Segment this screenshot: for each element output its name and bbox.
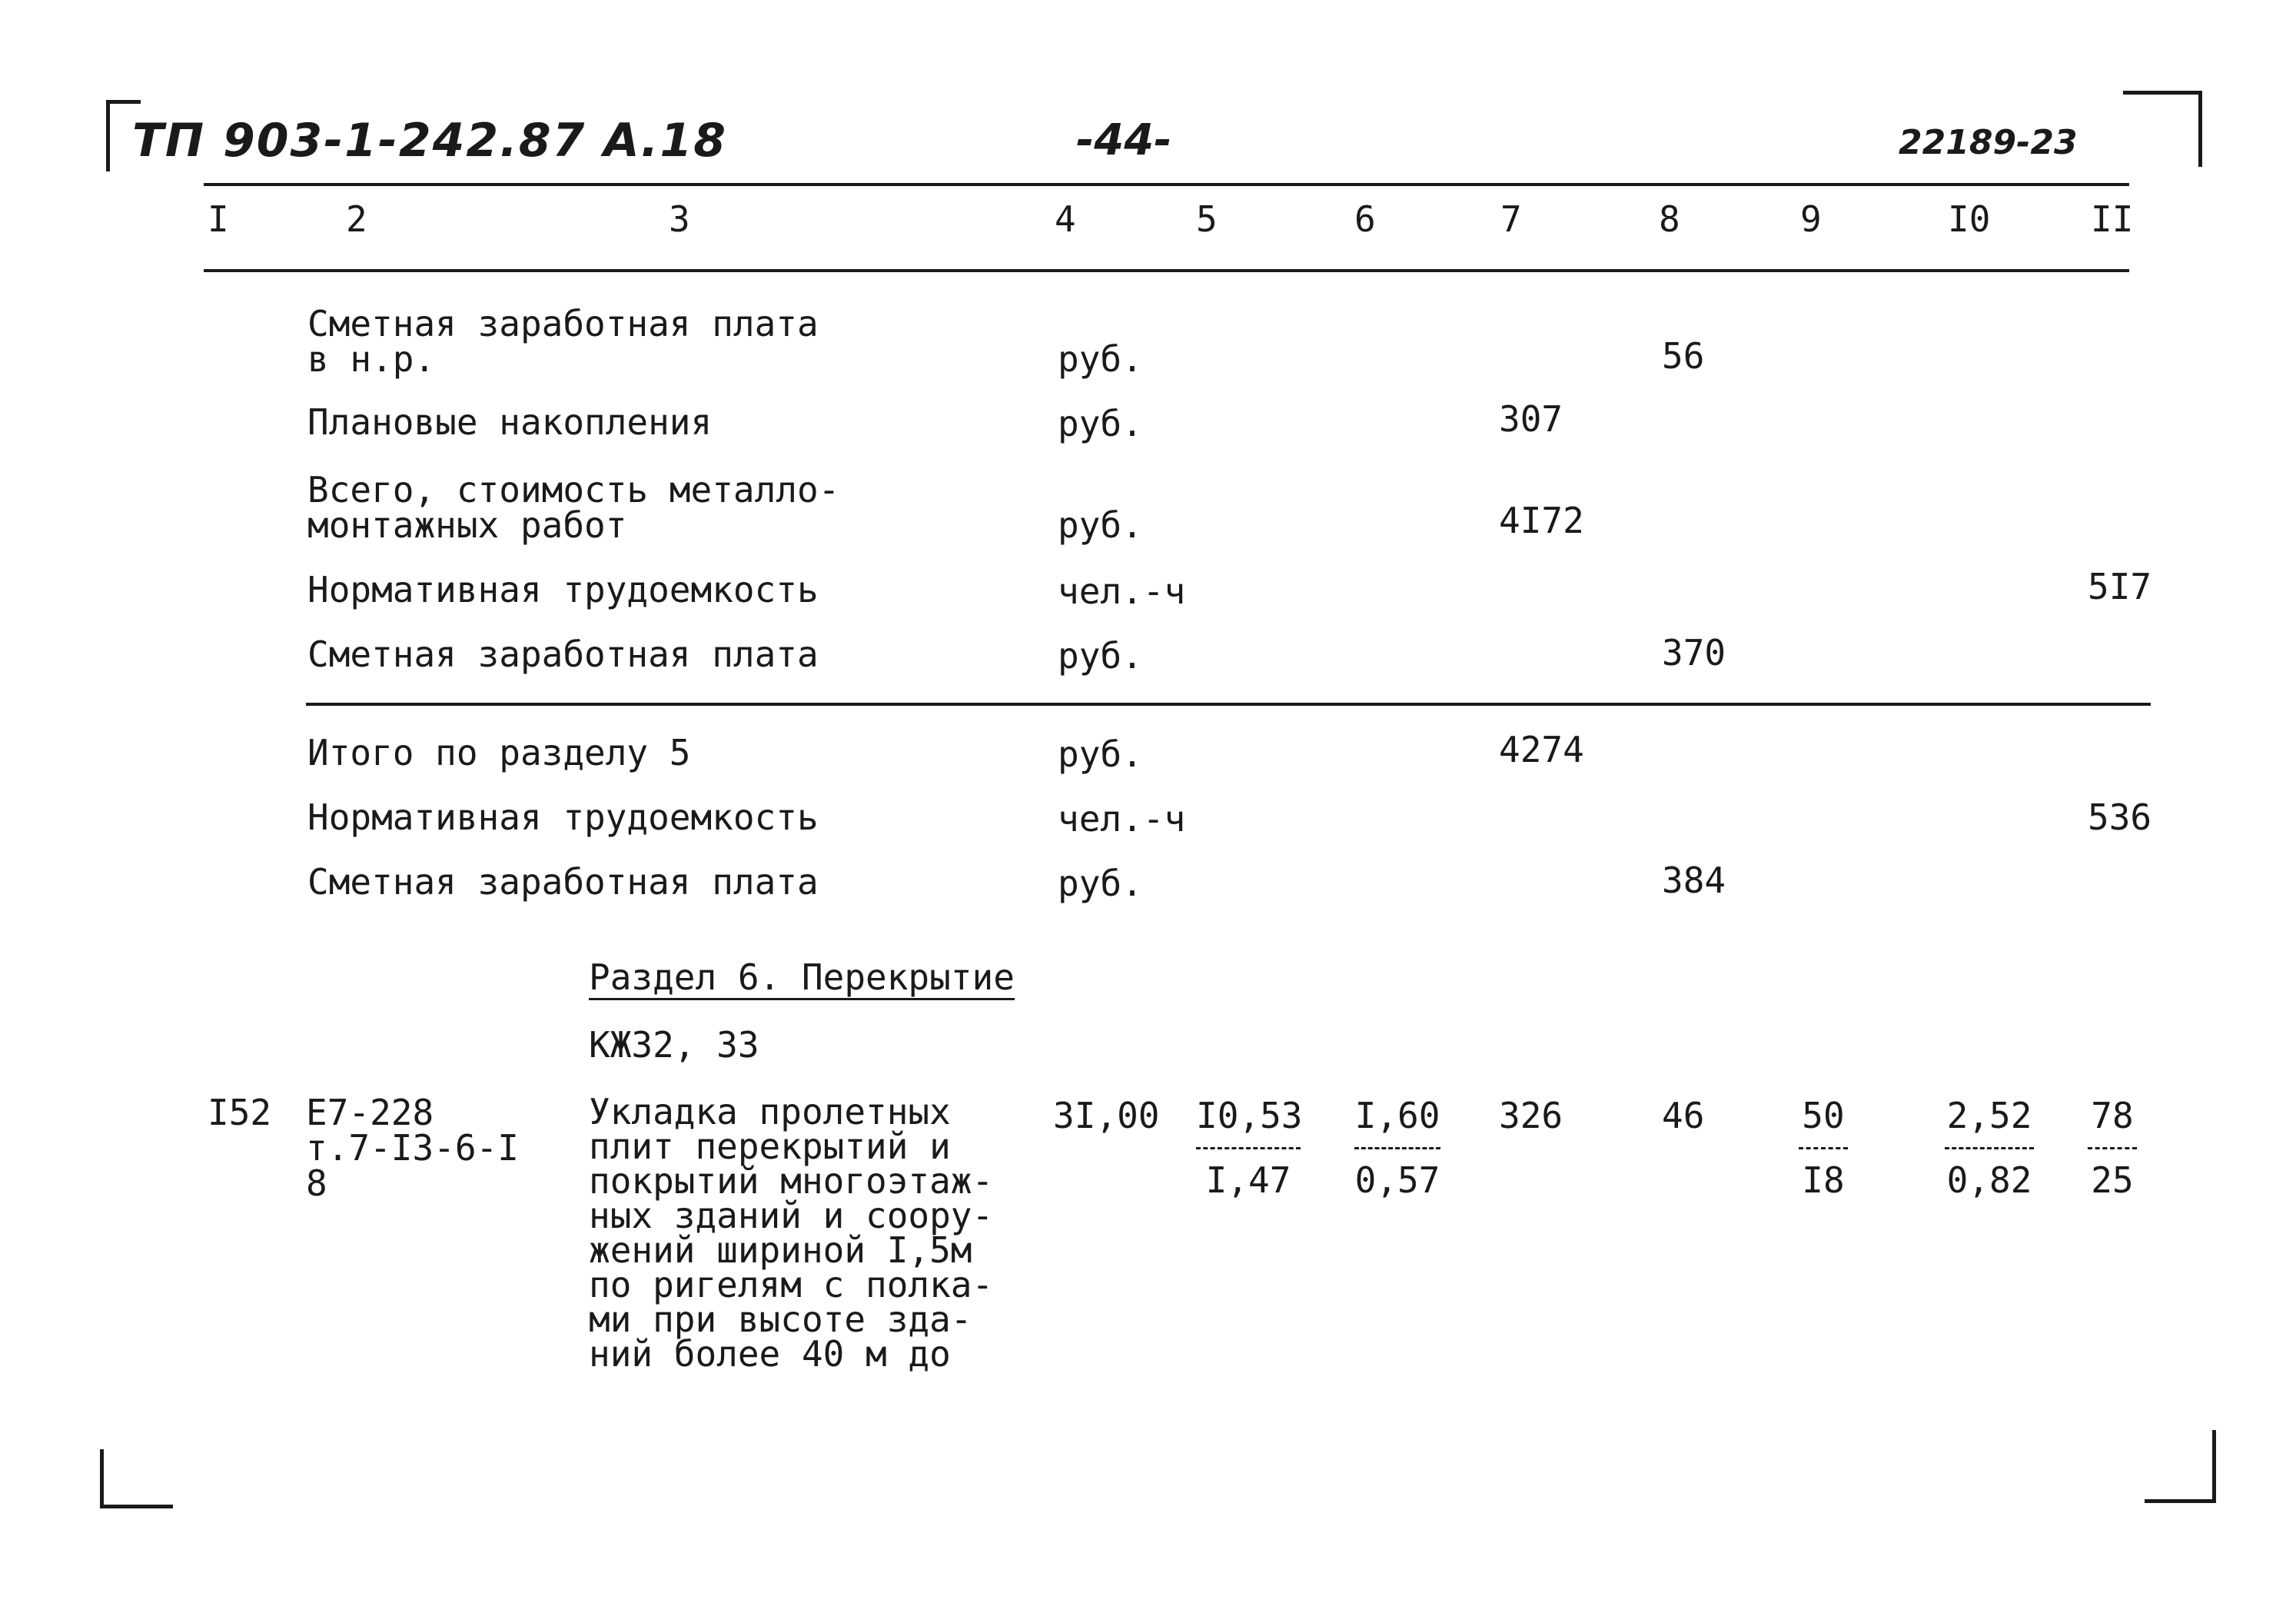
table-top-rule [204,183,2129,186]
column-header-5: 5 [1196,198,1218,240]
row-value-col8: 384 [1662,860,1726,901]
fraction-line [1196,1147,1301,1149]
section-title: Раздел 6. Перекрытие [589,959,1015,1000]
row-label: Сметная заработная плата [307,634,819,675]
column-header-10: I0 [1948,198,1991,240]
item-description: Укладка пролетных плит перекрытий и покрытий многоэтаж- ных зданий и соору- жений шириной I,5м по ригелям с полка- ми при высоте зда- ний более 40 м до [589,1091,994,1375]
item-value-col4: 3I,00 [1053,1095,1160,1136]
section-total-rule [306,703,2151,706]
row-unit: руб. [1058,863,1143,904]
fraction-line [2088,1147,2137,1149]
col5-bottom: I,47 [1205,1159,1291,1201]
header-bottom-rule [204,269,2129,272]
item-value-col5 [1196,1095,1303,1206]
row-unit: руб. [1058,338,1143,380]
row-unit: чел.-ч [1058,570,1186,612]
fraction-line [1799,1147,1848,1149]
column-header-1: I [208,198,229,240]
item-value-col10 [1945,1095,2034,1206]
row-value-col8: 56 [1662,335,1705,377]
row-unit: руб. [1058,635,1143,677]
frame-corner-bottom-left [100,1449,173,1508]
fraction-line [1945,1147,2034,1149]
row-value-col7: 307 [1499,398,1563,440]
col9-bottom: I8 [1802,1159,1845,1201]
row-unit: руб. [1058,403,1143,444]
col9-top: 50 [1802,1095,1845,1136]
row-value-col7: 4I72 [1499,500,1584,541]
item-value-col7: 326 [1499,1095,1563,1136]
col10-top: 2,52 [1946,1095,2032,1136]
section-subtitle: КЖ32, 33 [589,1024,759,1066]
item-code: Е7-228 т.7-I3-6-I 8 [306,1092,519,1204]
frame-corner-top-right [2123,91,2202,167]
col11-bottom: 25 [2091,1159,2134,1201]
row-label: Плановые накопления [307,401,713,443]
row-label: Нормативная трудоемкость [307,797,819,838]
column-header-7: 7 [1500,198,1522,240]
row-unit: чел.-ч [1058,798,1186,840]
column-header-3: 3 [669,198,690,240]
col11-top: 78 [2091,1095,2134,1136]
row-unit: руб. [1058,504,1143,546]
fraction-line [1354,1147,1440,1149]
column-header-9: 9 [1800,198,1822,240]
col5-top: I0,53 [1196,1095,1303,1136]
row-label: Сметная заработная плата [307,861,819,903]
item-value-col6 [1354,1095,1440,1206]
document-number: 22189-23 [1899,123,2078,162]
col10-bottom: 0,82 [1946,1159,2032,1201]
document-code: ТП 903-1-242.87 А.18 [132,114,727,168]
column-header-8: 8 [1659,198,1680,240]
item-value-col8: 46 [1662,1095,1705,1136]
row-value-col8: 370 [1662,632,1726,673]
item-value-col9 [1799,1095,1848,1206]
row-label: Итого по разделу 5 [307,732,691,773]
row-unit: руб. [1058,733,1143,775]
row-label: Сметная заработная плата в н.р. [307,303,819,380]
column-header-2: 2 [346,198,367,240]
row-label: Нормативная трудоемкость [307,569,819,610]
row-value-col11: 5I7 [2088,566,2152,607]
column-header-6: 6 [1354,198,1376,240]
column-header-4: 4 [1055,198,1076,240]
row-value-col11: 536 [2088,797,2152,838]
page-number: -44- [1076,115,1172,165]
row-value-col7: 4274 [1499,729,1584,770]
row-label: Всего, стоимость металло- монтажных работ [307,469,840,546]
col6-bottom: 0,57 [1354,1159,1440,1201]
item-number: I52 [208,1092,272,1133]
frame-corner-bottom-right [2145,1430,2216,1503]
column-header-11: II [2091,198,2134,240]
item-value-col11 [2088,1095,2137,1206]
col6-top: I,60 [1354,1095,1440,1136]
